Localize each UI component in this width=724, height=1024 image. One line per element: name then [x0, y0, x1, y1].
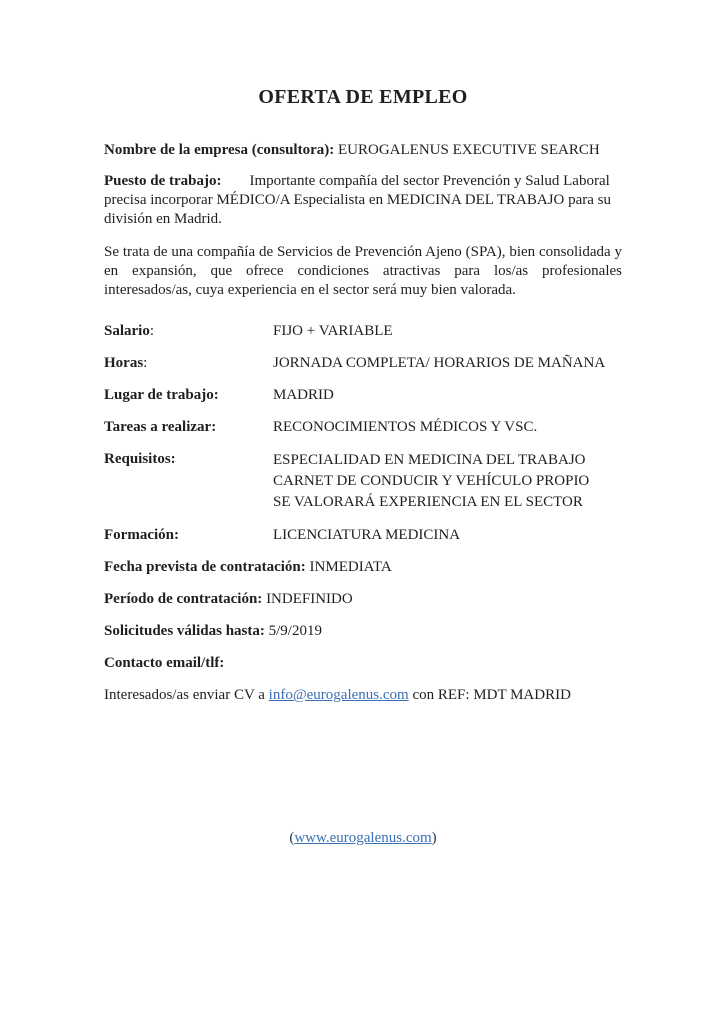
field-periodo-contratacion	[104, 590, 622, 609]
contact-line	[104, 686, 622, 705]
details-section	[104, 322, 622, 545]
company-label: Nombre de la empresa (consultora):	[104, 142, 335, 158]
website-link[interactable]: www.eurogalenus.com	[294, 830, 432, 846]
position-line	[104, 172, 622, 229]
detail-label: Lugar de trabajo:	[104, 387, 219, 403]
detail-value-list	[273, 450, 622, 513]
detail-value: RECONOCIMIENTOS MÉDICOS Y VSC.	[273, 419, 538, 435]
footer-open-paren: (	[289, 830, 295, 846]
detail-label: Horas:	[104, 355, 148, 371]
detail-row-formacion	[104, 526, 622, 545]
description-paragraph: Se trata de una compañía de Servicios de Prevención Ajeno (SPA), bien consolidada y en expansión, que ofrece condiciones atractivas para los/as profesionales interesados/as, cuya experiencia en el sector será muy bien valorada.	[104, 244, 622, 298]
field-value: INDEFINIDO	[266, 591, 353, 607]
detail-value: LICENCIATURA MEDICINA	[273, 527, 461, 543]
company-value: EUROGALENUS EXECUTIVE SEARCH	[338, 142, 600, 158]
detail-row-tareas	[104, 418, 622, 437]
field-contacto	[104, 654, 622, 673]
detail-value: JORNADA COMPLETA/ HORARIOS DE MAÑANA	[273, 355, 606, 371]
contact-suffix: con REF: MDT MADRID	[408, 687, 571, 703]
detail-label: Formación:	[104, 527, 179, 543]
detail-row-salario	[104, 322, 622, 341]
field-label: Contacto email/tlf:	[104, 655, 225, 671]
position-label: Puesto de trabajo:	[104, 173, 222, 189]
position-text: Importante compañía del sector Prevención y Salud Laboral precisa incorporar MÉDICO/A Especialista en MEDICINA DEL TRABAJO para su división en Madrid.	[104, 173, 611, 227]
field-solicitudes-hasta	[104, 622, 622, 641]
detail-label: Requisitos:	[104, 451, 176, 467]
field-value: 5/9/2019	[268, 623, 322, 639]
requirement-item: ESPECIALIDAD EN MEDICINA DEL TRABAJO	[273, 452, 586, 468]
footer-close-paren: )	[431, 830, 437, 846]
detail-label: Salario:	[104, 323, 155, 339]
detail-row-horas	[104, 354, 622, 373]
field-label: Solicitudes válidas hasta:	[104, 623, 265, 639]
detail-label: Tareas a realizar:	[104, 419, 217, 435]
field-label: Período de contratación:	[104, 591, 263, 607]
requirement-item: CARNET DE CONDUCIR Y VEHÍCULO PROPIO	[273, 473, 590, 489]
document-title: OFERTA DE EMPLEO	[258, 86, 468, 108]
detail-row-lugar	[104, 386, 622, 405]
contact-prefix: Interesados/as enviar CV a	[104, 687, 269, 703]
footer-link-line	[104, 829, 622, 848]
field-value: INMEDIATA	[309, 559, 392, 575]
email-link[interactable]: info@eurogalenus.com	[268, 687, 409, 703]
detail-value: FIJO + VARIABLE	[273, 323, 393, 339]
company-line	[104, 141, 622, 160]
detail-value: MADRID	[273, 387, 334, 403]
field-fecha-contratacion	[104, 558, 622, 577]
field-label: Fecha prevista de contratación:	[104, 559, 306, 575]
detail-row-requisitos	[104, 450, 622, 513]
requirement-item: SE VALORARÁ EXPERIENCIA EN EL SECTOR	[273, 494, 583, 510]
